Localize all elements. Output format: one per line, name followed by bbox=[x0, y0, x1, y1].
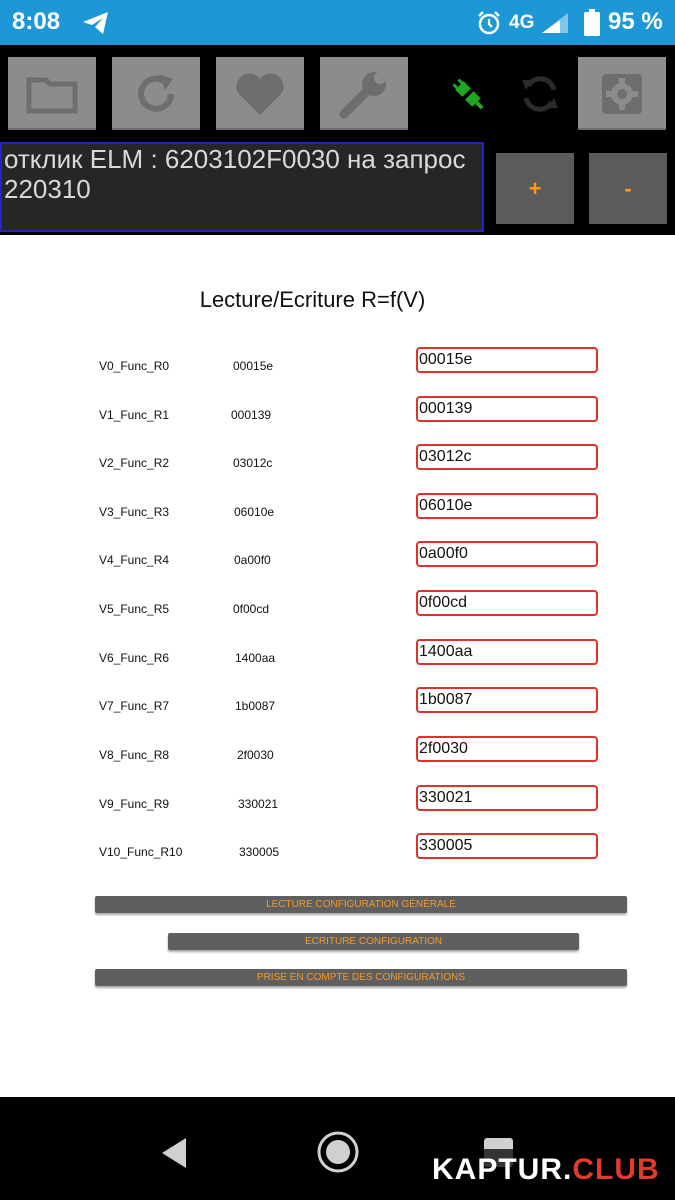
signal-icon bbox=[540, 11, 570, 35]
zoom-in-button[interactable]: + bbox=[496, 153, 574, 224]
refresh-icon bbox=[133, 71, 179, 117]
param-label: V2_Func_R2 bbox=[99, 456, 170, 470]
apply-config-button[interactable]: PRISE EN COMPTE DES CONFIGURATIONS bbox=[95, 969, 627, 986]
watermark-text-2: CLUB bbox=[572, 1153, 660, 1186]
toolbar bbox=[0, 45, 675, 235]
settings-button[interactable] bbox=[578, 57, 666, 130]
network-type: 4G bbox=[509, 12, 535, 33]
param-row bbox=[0, 833, 675, 873]
param-current-value: 00015e bbox=[233, 359, 274, 373]
status-time: 8:08 bbox=[12, 8, 61, 35]
sync-icon bbox=[518, 72, 562, 116]
param-row bbox=[0, 736, 675, 776]
param-row bbox=[0, 687, 675, 727]
param-label: V1_Func_R1 bbox=[99, 408, 170, 422]
param-current-value: 06010e bbox=[234, 505, 275, 519]
param-input[interactable] bbox=[416, 833, 598, 859]
param-label: V9_Func_R9 bbox=[99, 797, 170, 811]
sync-button[interactable] bbox=[496, 57, 584, 130]
param-row bbox=[0, 396, 675, 436]
elm-response-box bbox=[0, 142, 484, 232]
param-input[interactable] bbox=[416, 590, 598, 616]
favorites-button[interactable] bbox=[216, 57, 304, 130]
param-row bbox=[0, 590, 675, 630]
gear-icon bbox=[600, 72, 644, 116]
param-input[interactable] bbox=[416, 444, 598, 470]
param-current-value: 330005 bbox=[239, 845, 280, 859]
param-input[interactable] bbox=[416, 541, 598, 567]
folder-icon bbox=[26, 74, 78, 114]
watermark-logo bbox=[432, 1149, 660, 1191]
navigation-bar bbox=[0, 1097, 675, 1200]
status-bar bbox=[0, 0, 675, 45]
param-row bbox=[0, 444, 675, 484]
zoom-out-button[interactable]: - bbox=[589, 153, 667, 224]
back-icon[interactable] bbox=[158, 1135, 190, 1171]
page-title: Lecture/Ecriture R=f(V) bbox=[199, 287, 426, 312]
param-current-value: 2f0030 bbox=[237, 748, 274, 762]
open-file-button[interactable] bbox=[8, 57, 96, 130]
param-row bbox=[0, 347, 675, 387]
battery-icon bbox=[584, 9, 600, 36]
param-label: V4_Func_R4 bbox=[99, 553, 170, 567]
refresh-button[interactable] bbox=[112, 57, 200, 130]
param-input[interactable] bbox=[416, 347, 598, 373]
param-label: V7_Func_R7 bbox=[99, 699, 170, 713]
main-content bbox=[0, 235, 675, 1097]
param-input[interactable] bbox=[416, 785, 598, 811]
watermark-text-1: KAPTUR. bbox=[432, 1153, 573, 1186]
param-label: V8_Func_R8 bbox=[99, 748, 170, 762]
param-label: V5_Func_R5 bbox=[99, 602, 170, 616]
home-icon[interactable] bbox=[316, 1130, 360, 1174]
tools-button[interactable] bbox=[320, 57, 408, 130]
param-label: V6_Func_R6 bbox=[99, 651, 170, 665]
param-input[interactable] bbox=[416, 639, 598, 665]
heart-icon bbox=[234, 71, 286, 117]
elm-response-text: отклик ELM : 6203102F0030 на запрос 220310 bbox=[4, 144, 466, 204]
param-input[interactable] bbox=[416, 687, 598, 713]
param-current-value: 0a00f0 bbox=[234, 553, 271, 567]
param-current-value: 0f00cd bbox=[233, 602, 270, 616]
param-current-value: 330021 bbox=[238, 797, 279, 811]
wrench-icon bbox=[336, 66, 392, 122]
param-row bbox=[0, 639, 675, 679]
param-row bbox=[0, 493, 675, 533]
param-row bbox=[0, 541, 675, 581]
plug-connected-icon bbox=[446, 72, 490, 116]
param-input[interactable] bbox=[416, 493, 598, 519]
battery-percent: 95 % bbox=[608, 8, 663, 35]
param-input[interactable] bbox=[416, 396, 598, 422]
read-general-config-button[interactable]: LECTURE CONFIGURATION GÉNÉRALE bbox=[95, 896, 627, 913]
param-input[interactable] bbox=[416, 736, 598, 762]
param-row bbox=[0, 785, 675, 825]
alarm-icon bbox=[476, 10, 502, 36]
write-config-button[interactable]: ECRITURE CONFIGURATION bbox=[168, 933, 579, 950]
telegram-icon bbox=[82, 10, 110, 36]
param-label: V10_Func_R10 bbox=[99, 845, 183, 859]
param-current-value: 03012c bbox=[233, 456, 273, 470]
param-label: V3_Func_R3 bbox=[99, 505, 170, 519]
param-current-value: 1400aa bbox=[235, 651, 276, 665]
param-current-value: 000139 bbox=[231, 408, 272, 422]
param-label: V0_Func_R0 bbox=[99, 359, 170, 373]
param-current-value: 1b0087 bbox=[235, 699, 276, 713]
